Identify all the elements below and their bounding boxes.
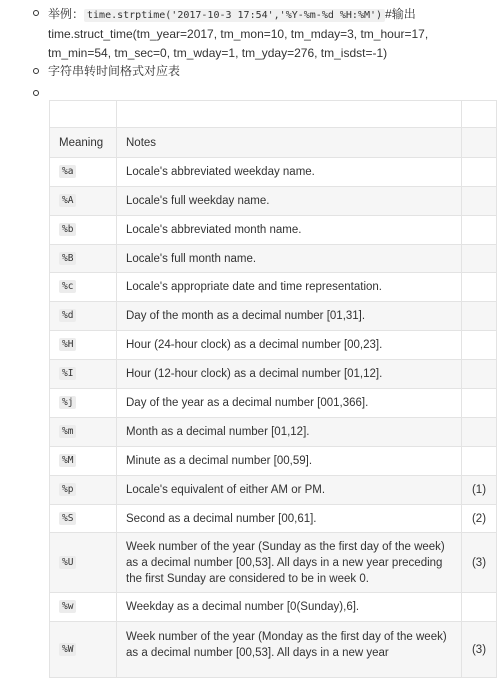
directive-cell [50, 505, 117, 533]
format-table [49, 100, 497, 678]
meaning-cell: Hour (24-hour clock) as a decimal number [00,23]. [117, 331, 462, 360]
note-cell: (3) [462, 622, 497, 678]
table-row [50, 505, 497, 533]
header-extra [462, 128, 497, 158]
directive-code: %b [59, 223, 76, 236]
header-meaning: Meaning [50, 128, 117, 158]
directive-code: %w [59, 600, 76, 613]
table-row [50, 187, 497, 216]
example-output: time.struct_time(tm_year=2017, tm_mon=10, tm_mday=3, tm_hour=17, tm_min=54, tm_sec=0, tm_wday=1, tm_yday=276, tm_isdst=-1) [48, 27, 429, 60]
directive-code: %S [59, 512, 76, 525]
header-notes: Notes [117, 128, 462, 158]
meaning-cell: Minute as a decimal number [00,59]. [117, 447, 462, 476]
directive-cell [50, 187, 117, 216]
table-row [50, 418, 497, 447]
meaning-cell: Locale's full month name. [117, 245, 462, 273]
directive-cell [50, 216, 117, 245]
directive-cell [50, 245, 117, 273]
directive-code: %B [59, 252, 76, 265]
table-header-row [50, 128, 497, 158]
note-cell [462, 273, 497, 302]
directive-code: %M [59, 454, 76, 467]
table-row [50, 533, 497, 593]
note-cell [462, 302, 497, 331]
table-row [50, 389, 497, 418]
directive-code: %W [59, 643, 76, 656]
note-cell [462, 216, 497, 245]
example-label: 举例： [48, 7, 85, 21]
table-row [50, 360, 497, 389]
table-row [50, 447, 497, 476]
meaning-cell: Day of the month as a decimal number [01,31]. [117, 302, 462, 331]
directive-code: %m [59, 425, 76, 438]
directive-cell [50, 622, 117, 678]
table-row [50, 331, 497, 360]
directive-cell [50, 533, 117, 593]
meaning-cell: Hour (12-hour clock) as a decimal number [01,12]. [117, 360, 462, 389]
note-cell [462, 331, 497, 360]
table-cell [50, 101, 117, 128]
table-cell [462, 101, 497, 128]
note-cell [462, 187, 497, 216]
directive-code: %c [59, 280, 76, 293]
table-blank-row [50, 101, 497, 128]
meaning-cell: Week number of the year (Monday as the first day of the week) as a decimal number [00,53]. All days in a new year [117, 622, 462, 678]
note-cell: (3) [462, 533, 497, 593]
directive-code: %H [59, 338, 76, 351]
meaning-cell: Locale's abbreviated weekday name. [117, 158, 462, 187]
table-row [50, 302, 497, 331]
meaning-cell: Locale's abbreviated month name. [117, 216, 462, 245]
directive-cell [50, 158, 117, 187]
example-comment: #输出 [385, 7, 416, 21]
note-cell [462, 245, 497, 273]
meaning-cell: Locale's equivalent of either AM or PM. [117, 476, 462, 505]
table-row [50, 158, 497, 187]
directive-cell [50, 418, 117, 447]
table-heading: 字符串转时间格式对应表 [48, 64, 181, 78]
table-row [50, 245, 497, 273]
directive-code: %j [59, 396, 76, 409]
note-cell [462, 418, 497, 447]
directive-code: %A [59, 194, 76, 207]
table-row [50, 216, 497, 245]
table-row [50, 622, 497, 678]
directive-cell [50, 593, 117, 622]
directive-code: %U [59, 556, 76, 569]
note-cell [462, 158, 497, 187]
table-row [50, 273, 497, 302]
table-cell [117, 101, 462, 128]
example-code: time.strptime('2017-10-3 17:54','%Y-%m-%d %H:%M') [84, 9, 385, 22]
meaning-cell: Second as a decimal number [00,61]. [117, 505, 462, 533]
note-cell: (2) [462, 505, 497, 533]
directive-code: %d [59, 309, 76, 322]
meaning-cell: Locale's appropriate date and time representation. [117, 273, 462, 302]
note-cell [462, 360, 497, 389]
table-row [50, 593, 497, 622]
table-row [50, 476, 497, 505]
directive-cell [50, 302, 117, 331]
note-cell: (1) [462, 476, 497, 505]
directive-cell [50, 389, 117, 418]
meaning-cell: Day of the year as a decimal number [001,366]. [117, 389, 462, 418]
example-text [48, 5, 490, 63]
meaning-cell: Weekday as a decimal number [0(Sunday),6]. [117, 593, 462, 622]
bullet-marker [33, 10, 39, 16]
meaning-cell: Week number of the year (Sunday as the first day of the week) as a decimal number [00,53]. All days in a new year preceding the first Sunday are considered to be in week 0. [117, 533, 462, 593]
directive-code: %I [59, 367, 76, 380]
meaning-cell: Month as a decimal number [01,12]. [117, 418, 462, 447]
directive-cell [50, 331, 117, 360]
note-cell [462, 447, 497, 476]
bullet-marker [33, 68, 39, 74]
directive-cell [50, 360, 117, 389]
directive-cell [50, 447, 117, 476]
directive-code: %p [59, 483, 76, 496]
directive-cell [50, 273, 117, 302]
directive-cell [50, 476, 117, 505]
meaning-cell: Locale's full weekday name. [117, 187, 462, 216]
note-cell [462, 593, 497, 622]
bullet-marker [33, 90, 39, 96]
directive-code: %a [59, 165, 76, 178]
note-cell [462, 389, 497, 418]
